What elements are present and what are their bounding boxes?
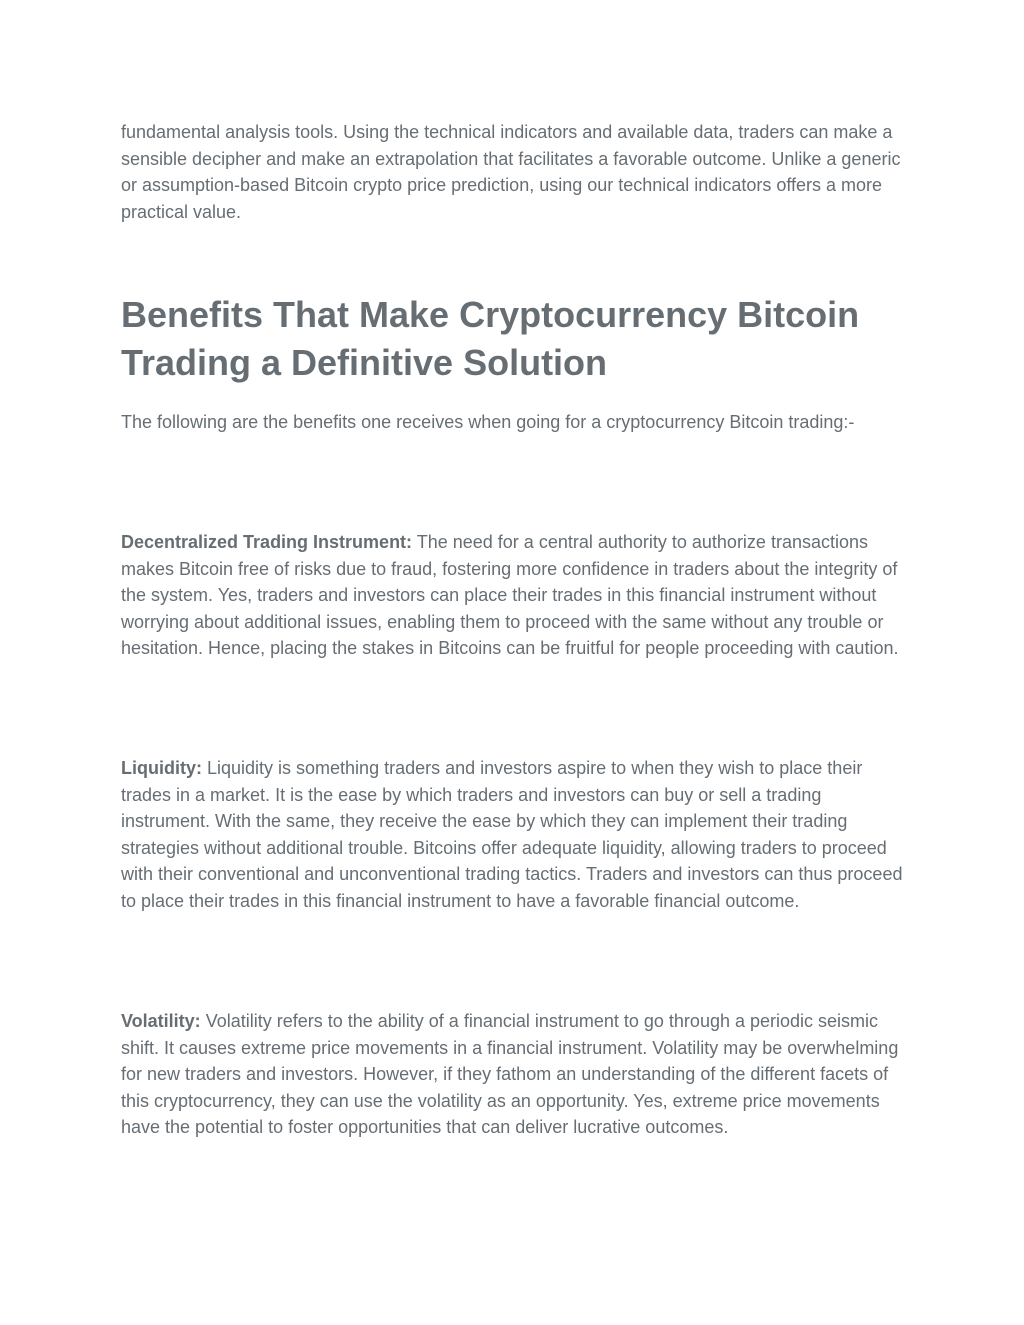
benefit-term: Liquidity: bbox=[121, 758, 202, 778]
section-heading: Benefits That Make Cryptocurrency Bitcoin Trading a Definitive Solution bbox=[121, 294, 860, 383]
benefit-description: Liquidity is something traders and investors aspire to when they wish to place their trades in a market. It is the ease by which traders and investors can buy or sell a trading instrument. With the same, they receive the ease by which they can implement their trading strategies without additional trouble. Bitcoins offer adequate liquidity, allowing traders to proceed with their conventional and unconventional trading tactics. Traders and investors can thus proceed to place their trades in this financial instrument to have a favorable financial outcome. bbox=[121, 758, 903, 911]
intro-paragraph: fundamental analysis tools. Using the technical indicators and available data, traders can make a sensible decipher and make an extrapolation that facilitates a favorable outcome. Unlike a generic or assumption-based Bitcoin crypto price prediction, using our technical indicators offers a more practical value. bbox=[121, 122, 901, 222]
benefit-description: The need for a central authority to authorize transactions makes Bitcoin free of risks due to fraud, fostering more confidence in traders about the integrity of the system. Yes, traders and investors can place their trades in this financial instrument without worrying about additional issues, enabling them to proceed with the same without any trouble or hesitation. Hence, placing the stakes in Bitcoins can be fruitful for people proceeding with caution. bbox=[121, 532, 899, 658]
benefit-liquidity-paragraph bbox=[121, 755, 911, 914]
benefit-volatility-paragraph bbox=[121, 1008, 911, 1141]
benefit-term: Volatility: bbox=[121, 1011, 201, 1031]
benefit-description: Volatility refers to the ability of a financial instrument to go through a periodic seismic shift. It causes extreme price movements in a financial instrument. Volatility may be overwhelming for new traders and investors. However, if they fathom an understanding of the different facets of this cryptocurrency, they can use the volatility as an opportunity. Yes, extreme price movements have the potential to foster opportunities that can deliver lucrative outcomes. bbox=[121, 1011, 899, 1137]
benefit-decentralized-paragraph bbox=[121, 529, 911, 662]
benefit-term: Decentralized Trading Instrument: bbox=[121, 532, 413, 552]
lead-paragraph: The following are the benefits one receives when going for a cryptocurrency Bitcoin trading:- bbox=[121, 412, 855, 432]
